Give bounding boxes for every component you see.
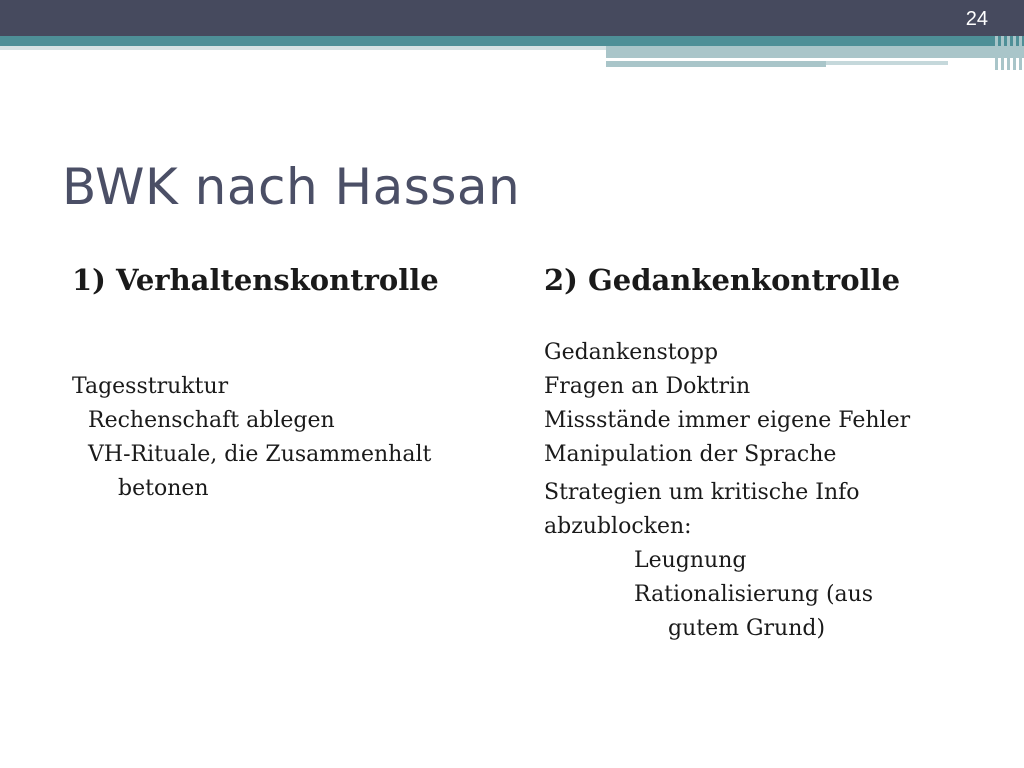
list-item-continuation: betonen (118, 476, 209, 501)
list-subitem: Rationalisierung (aus (634, 582, 874, 607)
list-item: Missstände immer eigene Fehler (544, 408, 911, 433)
slide-title: BWK nach Hassan (62, 158, 521, 216)
header-stripe-lower-end (826, 61, 948, 65)
header-bar-dark (0, 0, 1024, 36)
list-subitem-continuation: gutem Grund) (668, 616, 826, 641)
right-column-heading: 2) Gedankenkontrolle (544, 263, 901, 297)
list-item: Fragen an Doktrin (544, 374, 751, 399)
list-item: Gedankenstopp (544, 340, 719, 365)
header-vertical-lines (995, 36, 1024, 70)
list-item: Rechenschaft ablegen (88, 408, 335, 433)
list-item: Manipulation der Sprache (544, 442, 837, 467)
left-column-heading: 1) Verhaltenskontrolle (72, 263, 439, 297)
page-number: 24 (965, 8, 988, 30)
header-stripe-right (606, 46, 1024, 58)
list-item-continuation: abzublocken: (544, 514, 692, 539)
right-column-list (544, 336, 1004, 646)
right-column (544, 258, 1004, 646)
list-subitem: Leugnung (634, 548, 747, 573)
left-column-list (72, 370, 502, 506)
header-stripe-left (0, 46, 606, 50)
left-column (72, 258, 502, 506)
list-item: Strategien um kritische Info (544, 480, 860, 505)
list-item: Tagesstruktur (72, 374, 229, 399)
list-item: VH-Rituale, die Zusammenhalt (88, 442, 432, 467)
header-stripe-lower (606, 61, 826, 67)
header-bar-teal (0, 36, 1024, 46)
